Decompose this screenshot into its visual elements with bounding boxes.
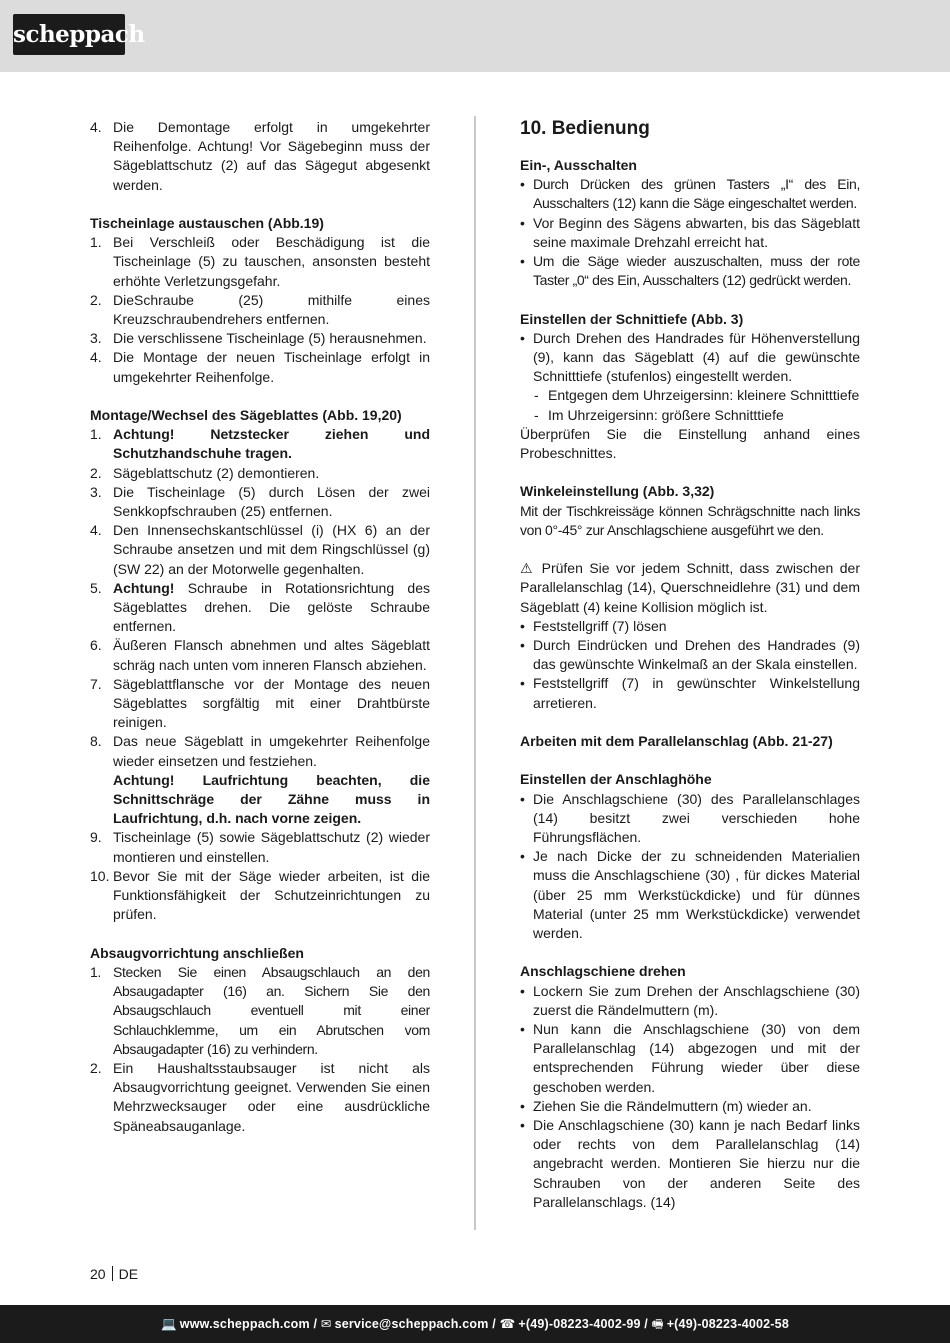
right-column xyxy=(520,118,860,1212)
list-item: • Die Anschlagschiene (30) kann je nach Bedarf links oder rechts von dem Parallelanschlag (14) angebracht werden. Montieren Sie hierzu nur die Schrauben von der anderen Seite des Parallelanschlags. (14) xyxy=(520,1116,860,1212)
fax-icon: 🖷 xyxy=(651,1317,664,1331)
scheppach-logo: scheppach xyxy=(13,14,125,55)
list-item: • Um die Säge wieder auszuschalten, muss der rote Taster „0“ des Ein, Ausschalters (12) gedrückt werden. xyxy=(520,252,860,290)
list-item: 1. Stecken Sie einen Absaugschlauch an den Absaugadapter (16) an. Sichern Sie den Absaugschlauch eventuell mit einer Schlauchklemme, um ein Abrutschen vom Absaugadapter (16) zu verhindern. xyxy=(90,963,430,1057)
section-heading-tischeinlage: Tischeinlage austauschen (Abb.19) xyxy=(90,215,324,231)
column-divider xyxy=(474,116,476,1230)
list-item: 1. Achtung! Netzstecker ziehen und Schutzhandschuhe tragen. xyxy=(90,426,430,462)
section-heading-anschlaghoehe: Einstellen der Anschlaghöhe xyxy=(520,771,712,788)
list-item: 7. Sägeblattflansche vor der Montage des neuen Sägeblattes sorgfältig mit einer Drahtbürste reinigen. xyxy=(90,675,430,731)
footer-bar xyxy=(0,1305,950,1343)
email-link[interactable]: service@scheppach.com / xyxy=(334,1317,496,1331)
paragraph: Mit der Tischkreissäge können Schrägschnitte nach links von 0°-45° zur Anschlagschiene ausgeführt we den. xyxy=(520,502,860,538)
section-heading-saegeblatt: Montage/Wechsel des Sägeblattes (Abb. 19,20) xyxy=(90,407,402,424)
list-item: 4. Die Montage der neuen Tischeinlage erfolgt in umgekehrter Reihenfolge. xyxy=(90,349,430,385)
section-heading-anschlagschiene: Anschlagschiene drehen xyxy=(520,963,686,980)
website-link[interactable]: www.scheppach.com / xyxy=(179,1317,318,1331)
section-heading-schnitttiefe: Einstellen der Schnittiefe (Abb. 3) xyxy=(520,310,744,327)
section-heading-ein-aus: Ein-, Ausschalten xyxy=(520,157,637,173)
list-item: • Durch Drücken des grünen Tasters „I“ des Ein, Ausschalters (12) kann die Säge eingeschaltet werden. xyxy=(520,175,860,213)
phone-number: +(49)-08223-4002-99 / xyxy=(518,1317,648,1331)
paragraph: Überprüfen Sie die Einstellung anhand eines Probeschnittes. xyxy=(520,425,860,462)
list-item: • Durch Eindrücken und Drehen des Handrades (9) das gewünschte Winkelmaß an der Skala einstellen. xyxy=(520,636,860,674)
list-item: 9. Tischeinlage (5) sowie Sägeblattschutz (2) wieder montieren und einstellen. xyxy=(90,829,430,865)
section-heading-parallel: Arbeiten mit dem Parallelanschlag (Abb. 21-27) xyxy=(520,733,833,750)
list-item: 2. Sägeblattschutz (2) demontieren. xyxy=(90,464,320,481)
list-item: • Feststellgriff (7) lösen xyxy=(520,617,860,636)
list-item: • Durch Drehen des Handrades für Höhenverstellung (9), kann das Sägeblatt (4) auf die gewünschte Schnitttiefe (stufenlos) eingestellt werden. xyxy=(520,329,860,387)
warning-paragraph: ⚠ Prüfen Sie vor jedem Schnitt, dass zwischen der Parallelanschlag (14), Querschneidlehre (31) und dem Sägeblatt (4) keine Kollision möglich ist. xyxy=(520,560,860,615)
mail-icon: ✉ xyxy=(320,1317,332,1331)
list-item: - Im Uhrzeigersinn: größere Schnitttiefe xyxy=(520,406,860,425)
list-item: • Je nach Dicke der zu schneidenden Materialien muss die Anschlagschiene (30) , für dickes Material (über 25 mm Werkstückdicke) und für dünnes Material (unter 25 mm Werkstückdicke) verwendet werden. xyxy=(520,847,860,943)
left-column xyxy=(90,118,430,1136)
list-item: - Entgegen dem Uhrzeigersinn: kleinere Schnitttiefe xyxy=(520,386,860,405)
phone-icon: ☎ xyxy=(499,1317,516,1331)
warning-text: Achtung! Laufrichtung beachten, die Schnittschräge der Zähne muss in Laufrichtung, d.h. nach vorne zeigen. xyxy=(113,771,430,827)
list-item: 1. Bei Verschleiß oder Beschädigung ist die Tischeinlage (5) zu tauschen, ansonsten besteht erhöhte Verletzungsgefahr. xyxy=(90,234,430,289)
list-item: 2. Ein Haushaltsstaubsauger ist nicht als Absaugvorrichtung geeignet. Verwenden Sie einen Mehrzwecksauger oder eine ausdrückliche Späneabsauganlage. xyxy=(90,1059,430,1134)
list-item: 4. Den Innensechskantschlüssel (i) (HX 6) an der Schraube ansetzen und mit dem Ringschlüssel (g) (SW 22) an der Motorwelle gegenhalten. xyxy=(90,522,430,577)
list-item: • Vor Beginn des Sägens abwarten, bis das Sägeblatt seine maximale Drehzahl erreicht hat. xyxy=(520,214,860,252)
list-item: 10. Bevor Sie mit der Säge wieder arbeiten, ist die Funktionsfähigkeit der Schutzeinrichtungen zu prüfen. xyxy=(90,867,430,923)
list-item: 2. DieSchraube (25) mithilfe eines Kreuzschraubendrehers entfernen. xyxy=(90,291,430,328)
list-item: 3. Die verschlissene Tischeinlage (5) herausnehmen. xyxy=(90,330,427,347)
page-number: 20 DE xyxy=(90,1266,139,1282)
warning-icon: ⚠ xyxy=(520,560,536,577)
chapter-title: 10. Bedienung xyxy=(520,118,650,139)
list-item: 4. Die Demontage erfolgt in umgekehrter Reihenfolge. Achtung! Vor Sägebeginn muss der Sägeblattschutz (2) auf das Sägegut abgesenkt werden. xyxy=(90,119,430,193)
section-heading-winkel: Winkeleinstellung (Abb. 3,32) xyxy=(520,483,715,500)
list-item: • Die Anschlagschiene (30) des Parallelanschlages (14) besitzt zwei verschieden hohe Führungsflächen. xyxy=(520,790,860,848)
list-item: 8. Das neue Sägeblatt in umgekehrter Reihenfolge wieder einsetzen und festziehen. Achtung! Laufrichtung beachten, die Schnittschräge der Zähne muss in Laufrichtung, d.h. nach vorne zeigen. xyxy=(90,732,430,828)
list-item: 6. Äußeren Flansch abnehmen und altes Sägeblatt schräg nach unten vom inneren Flansch abziehen. xyxy=(90,637,430,673)
list-item: 3. Die Tischeinlage (5) durch Lösen der zwei Senkkopfschrauben (25) entfernen. xyxy=(90,483,430,520)
list-item: • Nun kann die Anschlagschiene (30) von dem Parallelanschlag (14) abgezogen und mit der entsprechenden Führung wieder über diese geschoben werden. xyxy=(520,1020,860,1097)
list-item: • Ziehen Sie die Rändelmuttern (m) wieder an. xyxy=(520,1097,860,1116)
list-item: • Lockern Sie zum Drehen der Anschlagschiene (30) zuerst die Rändelmuttern (m). xyxy=(520,982,860,1020)
list-item: 5. Achtung! Schraube in Rotationsrichtung des Sägeblattes drehen. Die gelöste Schraube entfernen. xyxy=(90,579,430,635)
header-bar xyxy=(0,0,950,72)
fax-number: +(49)-08223-4002-58 xyxy=(666,1317,789,1331)
section-heading-absaug: Absaugvorrichtung anschließen xyxy=(90,944,304,961)
computer-icon: 💻 xyxy=(161,1317,177,1331)
list-item: • Feststellgriff (7) in gewünschter Winkelstellung arretieren. xyxy=(520,674,860,712)
